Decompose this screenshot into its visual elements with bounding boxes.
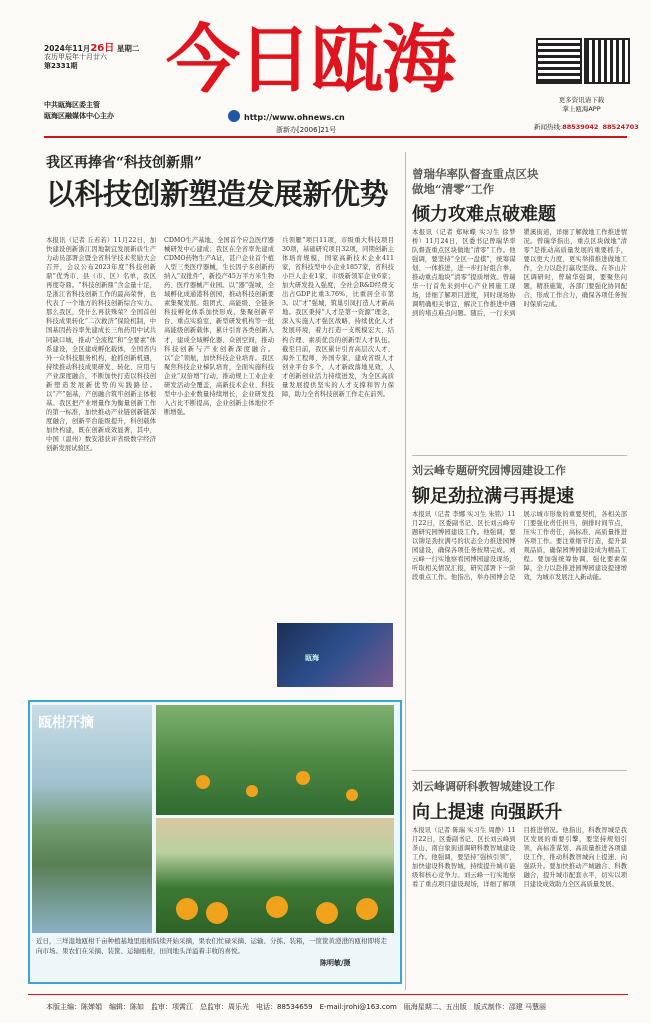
photo-caption: 近日，三垟湿地瓯柑千亩种植基地里瓯柑陆续开始采摘，果农们忙碌采摘、运输、分拣、装箱，一筐筐黄澄澄的瓯柑即将走向市场。果农们在采摘、装筐、运输瓯柑，田间地头洋溢着丰收的喜悦。: [36, 937, 387, 955]
footer-credits: 本版主编：陈婵娟 编辑：陈如 监审：项霄江 总监审：周乐光 电话：88534659 E-mail:jrohi@163.com 瓯海星期二、五出版 版式制作：邵建 马慧丽: [46, 1003, 547, 1011]
qr-caption-line2: 掌上瓯海APP: [562, 105, 601, 113]
globe-icon: [228, 110, 240, 122]
date-line: [44, 44, 162, 53]
inset-label: 瓯海: [305, 653, 319, 662]
issue-number: 第2331期: [44, 62, 78, 70]
org-sponsor: 中共瓯海区委主管: [44, 101, 100, 109]
story3-headline: 向上提速 向强跃升: [412, 802, 563, 823]
story-divider-2: [412, 770, 627, 771]
qr-caption-line1: 更多资讯请下载: [558, 96, 605, 104]
org-host: 瓯海区融媒体中心主办: [44, 112, 114, 120]
masthead-org: [44, 100, 114, 122]
photo-harvest-workers: [156, 705, 394, 815]
lead-headline: 以科技创新塑造发展新优势: [46, 177, 389, 211]
lead-column-3: 兵领雁”项目11项，市级重大科技项目30项，基础研究项目32项，同期创新主体培育规模，国家高新技术企业411家，省科技型中小企业1857家，省科技小巨人企业1家，市级新领军企业6家；加大研发投入强度，全社会R&D经费支出占GDP比重3.76%，比重居全市第3。以“才”强城，筑巢引凤打造人才新高地。我区秉持“人才是第一资源”理念，深入实施人才强区战略，持续优化人才发展环境，着力打造一支规模宏大、结构合理、素质优良的创新型人才队伍。截至目前，我区累计引育高层次人才、海外工程师、外国专家，建成省级人才创业平台多个，人才新政落地见效，人才创新创业活力持续迸发，为全区高质量发展提供坚实的人才支撑和智力保障，助力全省科技创新工作走在前列。: [282, 237, 394, 398]
hotline-number-1: 88539042: [562, 123, 599, 131]
hotline-number-2: 88524703: [602, 123, 639, 131]
story2-headline: 铆足劲拉满弓再提速: [412, 486, 574, 507]
story3-body: 本报讯（记者 陈瑞 实习生 周静）11月22日，区委副书记、区长刘云峰到茶山、南白象街道调研科教智城建设工作。他强调，要坚持“强核引领”，加快建设科教智城，持续提升城市能级和核心竞争力。刘云峰一行实地察看了重点项目建设现场，详细了解项目推进情况。他指出，科教智城是我区发展的重要引擎，要坚持规划引领，高标准谋划、高质量推进各项建设工作，推动科教智城向上提速、向强跃升。要加快推动产城融合、科教融合，提升城市配套水平，切实以项目建设成效助力全区高质量发展。: [412, 827, 627, 889]
photo-feature-title: 瓯柑开摘: [38, 715, 94, 731]
story1-kicker: 曾瑞华率队督查重点区块 做地“清零”工作: [412, 167, 539, 196]
story-divider-1: [412, 455, 627, 456]
masthead-title: 今日瓯海: [166, 20, 454, 100]
date-day: 26日: [90, 43, 115, 54]
lead-column-1: 本报讯（记者 丘若若）11月22日，加快建设创新浙江因地制宜发展新质生产力动员部署会暨全省科学技术奖励大会召开，会议公布2023年度“科技创新鼎”优秀市、县（市、区）名单，我区再度夺鼎。“科技创新鼎”含金量十足，是浙江省科技创新工作的最高荣誉，也代表了一个地方的科技创新综合实力。那么我区，凭什么再获殊荣？全国首创科技成果转化“二次救济”保险机制，中国基因药谷率先建成长三角药用中试共同缺口城，推动“全流程”和“全要素”体系建设，全区建成孵化载体，全国省内外一众科技服务机构，抢抓创新机遇，持续推动科技成果研发、转化、应用与产业深度融合，不断加快打造以科技创新塑造发展新优势的实践路径。以“产”强基，产创融合筑牢创新主体根基。我区把产业增量作为衡量创新工作的第一标准，加快推动产业链创新链深度融合，创新平台能级提升，科创载体加快构建，既在创新成效显著，其中，中国（温州）数安港获评省级数字经济创新发展试验区。: [46, 237, 156, 453]
date-prefix: 2024年11月: [44, 44, 91, 53]
lead-inset-photo: [277, 623, 393, 687]
photo-orange-baskets: [156, 818, 394, 933]
story2-kicker: 刘云峰专题研究园博园建设工作: [412, 464, 566, 477]
lunar-date: 农历甲辰年十月廿六: [44, 53, 107, 61]
column-divider: [405, 152, 406, 990]
masthead-divider: [44, 136, 627, 138]
photo-river-orchard: [32, 705, 152, 933]
hotline-label: 新闻热线:: [534, 123, 563, 131]
qr-code-icon-app: [584, 38, 630, 84]
qr-code-icon: [536, 38, 582, 84]
lead-kicker: 我区再捧省“科技创新鼎”: [46, 155, 203, 171]
qr-caption: [534, 96, 629, 114]
footer-divider: [28, 994, 628, 995]
story1-headline: 倾力攻难点破难题: [412, 204, 556, 225]
news-hotline: [534, 122, 639, 131]
cn-number: 浙新办[2006]21号: [276, 126, 337, 134]
story1-body: 本报讯（记者 郑咏蝶 实习生 徐梦桥）11月24日，区委书记曾瑞华率队督查重点区块做地“清零”工作。他强调，要坚持“全区一盘棋”，统筹谋划、一体推进，进一步打好组合拳，推动重点地块“清零”提质增效。曾瑞华一行首先来到中心产业园施工现场，详细了解项目进度，同时现场协调明确相关事宜，解决工作推进中遇到的堵点难点问题。随后，一行来到瞿溪街道，详细了解做地工作推进情况。曾瑞华指出，重点区块做地“清零”是推动高质量发展的重要抓手，要以更大力度、更实举措推进做地工作，全力以赴打赢攻坚战。在茶山片区调研时，曾瑞华强调，要聚焦问题，精准施策，各部门要强化协同配合，形成工作合力，确保各项任务按时保质完成。: [412, 229, 627, 318]
story3-kicker: 刘云峰调研科教智城建设工作: [412, 780, 555, 793]
story2-body: 本报讯（记者 李娜 实习生 朱铭）11月22日，区委副书记、区长刘云峰专题研究园博园建设工作。他强调，要以铆足劲拉满弓的状态全力推进园博园建设，确保各项任务按期完成。刘云峰一行实地察看园博园建设现场，听取相关情况汇报，研究部署下一阶段重点工作。他指出，举办园博会是展示城市形象的重要契机，各相关部门要强化责任担当，倒排时间节点，压实工作责任，高标准、高质量推进各项工作。要注重细节打造，提升景观品质，确保园博园建设成为精品工程。要加强统筹协调，强化要素保障，全力以赴推进园博园建设提速增效，为城市发展注入新动能。: [412, 511, 627, 582]
masthead-date-block: [44, 44, 162, 71]
weekday: 星期二: [116, 44, 140, 53]
photo-credit: 陈明敏/摄: [320, 958, 351, 967]
lead-column-2: CDMO生产基地、全国首个应急医疗器械研发中心建成；我区在全省率先建成CDMO药物生产A证，甚户企业首个植入型三类医疗器械，生长因子多创新药纳入“双批件”，新投产45万平方米生物药、医疗器械产业园。以“器”强城，全域孵化成通港科创园，推动科技创新要素集聚发展。组团式、高能级、全链条科技孵化体系加快形成，集聚创新平台、重点实验室、新型研发机构等一批高能级创新载体，累计引育各类创新人才，建成全域孵化器、众创空间，推动科技创新与产业创新深度融合。以“企”领航，加快科技企业培育。我区聚焦科技企业梯队培育，全面实施科技企业“双倍增”行动，推动规上工业企业研发活动全覆盖，高新技术企业、科技型中小企业数量持续增长，企业研发投入占比不断提高，企业创新主体地位不断增强。: [164, 237, 274, 416]
site-url[interactable]: http://www.ohnews.cn: [244, 113, 345, 122]
